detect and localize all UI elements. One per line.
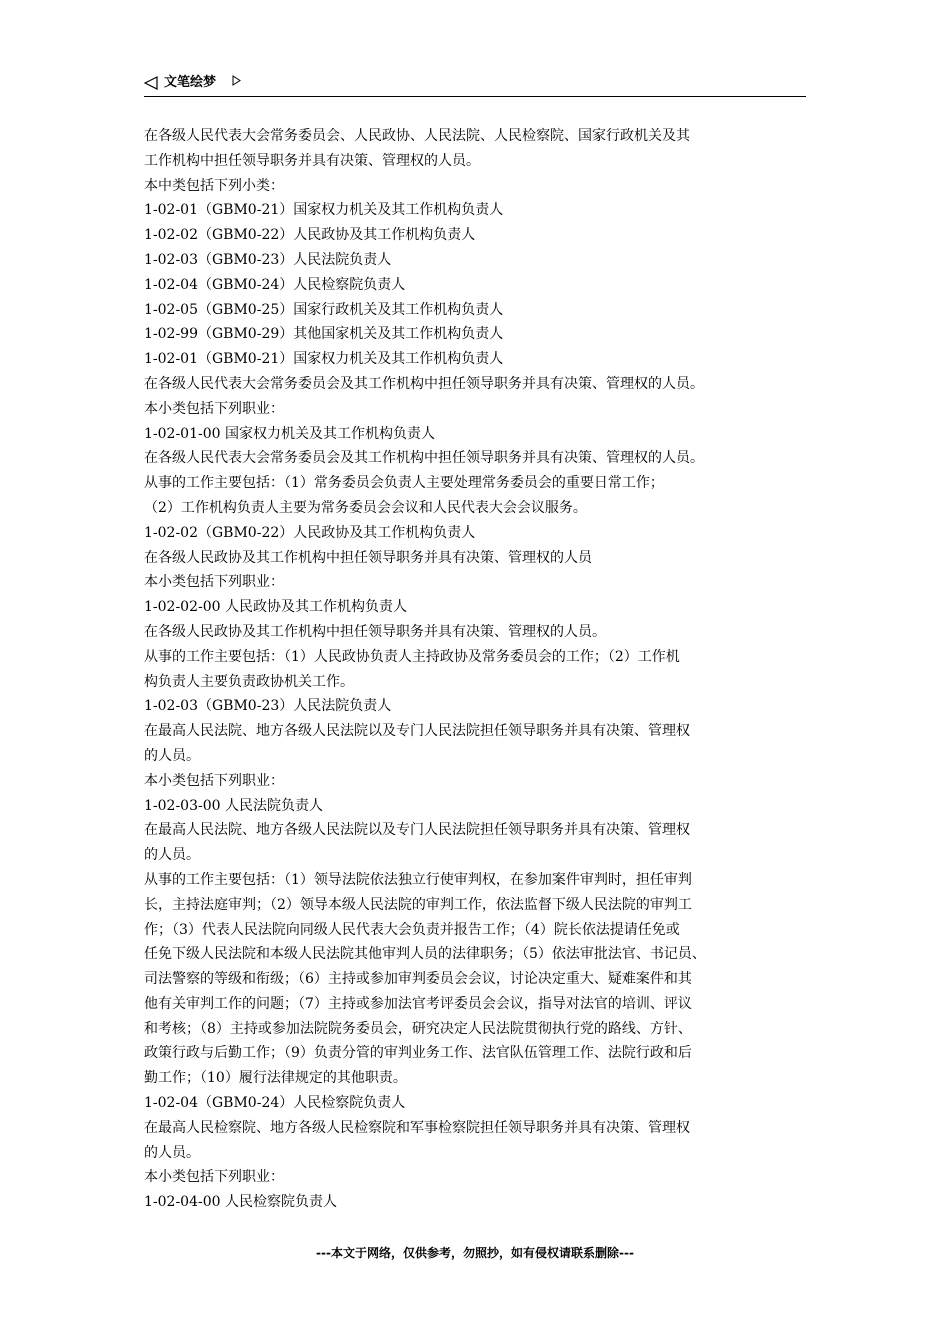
page-header — [144, 70, 806, 97]
triangle-left-icon — [144, 76, 158, 90]
text-line: 在各级人民代表大会常务委员会、人民政协、人民法院、人民检察院、国家行政机关及其 — [144, 128, 690, 144]
text-line: 1-02-05（GBM0-25）国家行政机关及其工作机构负责人 — [144, 301, 504, 318]
text-line: 工作机构中担任领导职务并具有决策、管理权的人员。 — [144, 152, 480, 169]
text-line: 的人员。 — [144, 1144, 200, 1161]
text-line: 构负责人主要负责政协机关工作。 — [144, 673, 354, 690]
text-line: 在各级人民政协及其工作机构中担任领导职务并具有决策、管理权的人员。 — [144, 623, 606, 640]
text-line: 作；（3）代表人民法院向同级人民代表大会负责并报告工作；（4）院长依法提请任免或 — [144, 921, 680, 938]
text-line: 在最高人民法院、地方各级人民法院以及专门人民法院担任领导职务并具有决策、管理权 — [144, 723, 690, 740]
text-line: 1-02-03-00 人民法院负责人 — [144, 797, 323, 814]
page-footer: ---本文于网络，仅供参考，勿照抄，如有侵权请联系删除--- — [316, 1246, 634, 1260]
text-line: 勤工作；（10）履行法律规定的其他职责。 — [144, 1070, 407, 1087]
triangle-right-icon — [232, 75, 241, 86]
text-line: 1-02-99（GBM0-29）其他国家机关及其工作机构负责人 — [144, 326, 504, 343]
text-line: 1-02-03（GBM0-23）人民法院负责人 — [144, 698, 392, 715]
text-line: 的人员。 — [144, 847, 200, 864]
text-line: 从事的工作主要包括：（1）常务委员会负责人主要处理常务委员会的重要日常工作； — [144, 475, 664, 492]
text-line: 的人员。 — [144, 747, 200, 764]
text-line: 1-02-02-00 人民政协及其工作机构负责人 — [144, 599, 407, 616]
text-line: 长，主持法庭审判；（2）领导本级人民法院的审判工作，依法监督下级人民法院的审判工 — [144, 896, 692, 913]
text-line: 本小类包括下列职业： — [144, 400, 284, 417]
text-line: 在各级人民代表大会常务委员会及其工作机构中担任领导职务并具有决策、管理权的人员。 — [144, 375, 704, 392]
text-line: 司法警察的等级和衔级；（6）主持或参加审判委员会会议，讨论决定重大、疑难案件和其 — [144, 971, 692, 988]
text-line: 1-02-02（GBM0-22）人民政协及其工作机构负责人 — [144, 227, 476, 244]
text-line: 本小类包括下列职业： — [144, 772, 284, 789]
text-line: 1-02-01（GBM0-21）国家权力机关及其工作机构负责人 — [144, 351, 504, 368]
text-line: 政策行政与后勤工作；（9）负责分管的审判业务工作、法官队伍管理工作、法院行政和后 — [144, 1045, 692, 1062]
text-line: 1-02-02（GBM0-22）人民政协及其工作机构负责人 — [144, 524, 476, 541]
text-line: 1-02-01（GBM0-21）国家权力机关及其工作机构负责人 — [144, 202, 504, 219]
text-line: 他有关审判工作的问题；（7）主持或参加法官考评委员会会议，指导对法官的培训、评议 — [144, 995, 692, 1012]
text-line: 本小类包括下列职业： — [144, 1169, 284, 1186]
text-line: 和考核；（8）主持或参加法院院务委员会，研究决定人民法院贯彻执行党的路线、方针、 — [144, 1020, 692, 1037]
text-line: 1-02-03（GBM0-23）人民法院负责人 — [144, 251, 392, 268]
header-brand: 文笔绘梦 — [164, 75, 217, 90]
text-line: 从事的工作主要包括：（1）领导法院依法独立行使审判权，在参加案件审判时，担任审判 — [144, 871, 692, 888]
text-line: 任免下级人民法院和本级人民法院其他审判人员的法律职务；（5）依法审批法官、书记员、 — [144, 946, 706, 963]
text-line: 1-02-01-00 国家权力机关及其工作机构负责人 — [144, 425, 435, 442]
text-line: 在各级人民政协及其工作机构中担任领导职务并具有决策、管理权的人员 — [144, 549, 592, 566]
text-line: （2）工作机构负责人主要为常务委员会会议和人民代表大会会议服务。 — [144, 499, 587, 516]
text-line: 1-02-04（GBM0-24）人民检察院负责人 — [144, 1095, 406, 1112]
text-line: 1-02-04-00 人民检察院负责人 — [144, 1194, 337, 1211]
text-line: 本小类包括下列职业： — [144, 574, 284, 591]
text-line: 在最高人民检察院、地方各级人民检察院和军事检察院担任领导职务并具有决策、管理权 — [144, 1119, 690, 1136]
text-line: 本中类包括下列小类： — [144, 177, 284, 194]
text-line: 在各级人民代表大会常务委员会及其工作机构中担任领导职务并具有决策、管理权的人员。 — [144, 450, 704, 467]
text-line: 在最高人民法院、地方各级人民法院以及专门人民法院担任领导职务并具有决策、管理权 — [144, 822, 690, 839]
text-line: 从事的工作主要包括：（1）人民政协负责人主持政协及常务委员会的工作；（2）工作机 — [144, 648, 680, 665]
text-line: 1-02-04（GBM0-24）人民检察院负责人 — [144, 276, 406, 293]
document-body — [144, 124, 808, 1215]
